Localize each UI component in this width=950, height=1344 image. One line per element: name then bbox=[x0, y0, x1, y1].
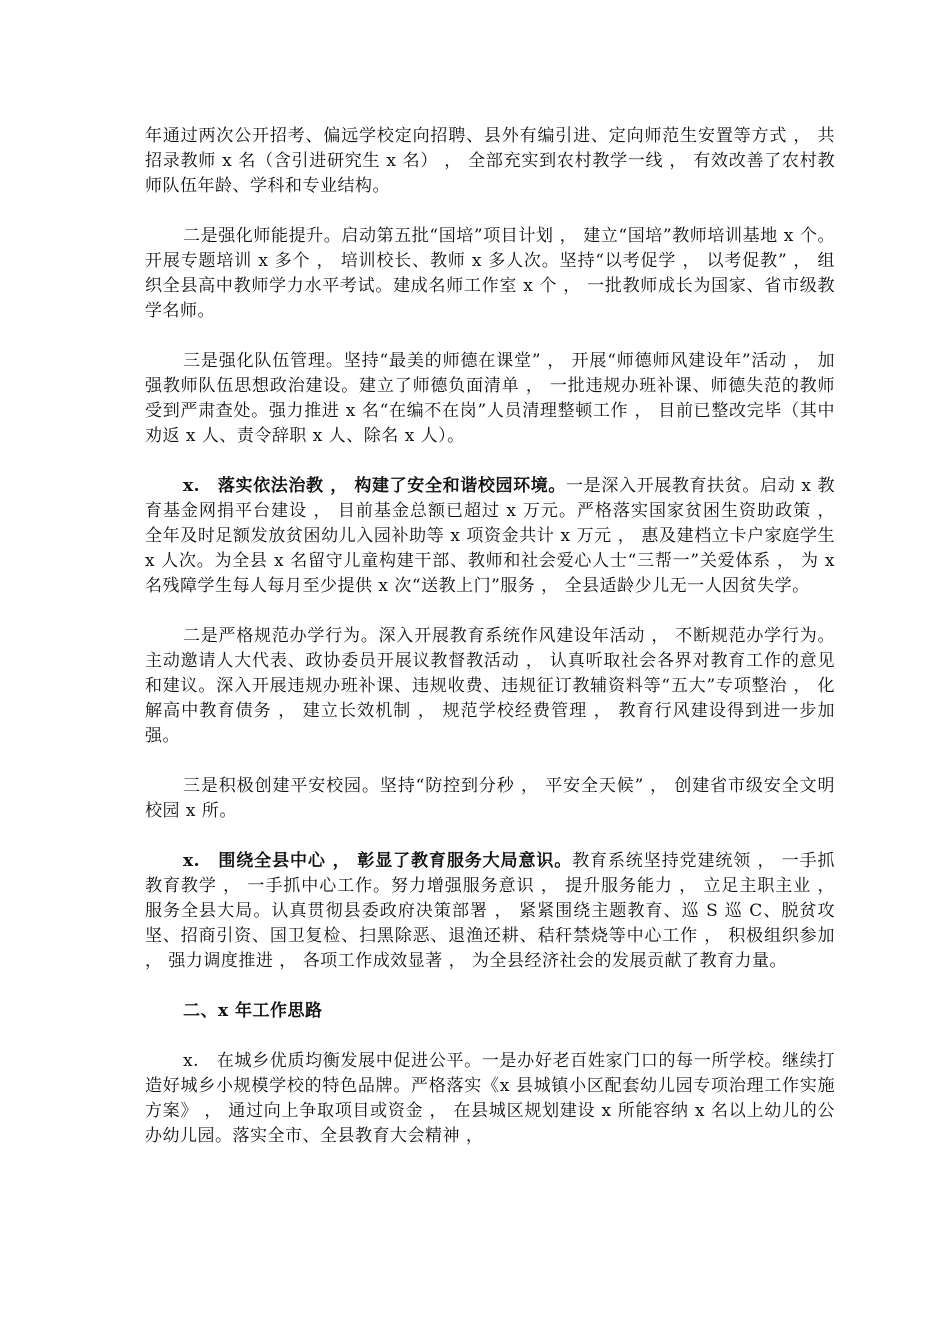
paragraph-lead: x. 落实依法治教 ， 构建了安全和谐校园环境。 bbox=[183, 476, 567, 496]
paragraph-teacher-skills bbox=[145, 224, 835, 324]
paragraph-safe-campus bbox=[145, 774, 835, 824]
paragraph-text: 三是强化队伍管理。坚持“最美的师德在课堂” ， 开展“师德师风建设年”活动 ， 加强教师队伍思想政治建设。建立了师德负面清单 ， 一批违规办班补课、师德失范的教师受到严肃查处。强力推进 x 名“在编不在岗”人员清理整顿工作 ， 目前已整改完毕（其中劝返 x 人、责令辞职 x 人、除名 x 人）。 bbox=[145, 351, 835, 446]
paragraph-school-conduct bbox=[145, 624, 835, 749]
paragraph-text: 二是严格规范办学行为。深入开展教育系统作风建设年活动 ， 不断规范办学行为。主动邀请人大代表、政协委员开展议教督教活动 ， 认真听取社会各界对教育工作的意见和建议。深入开展违规办班补课、违规收费、违规征订教辅资料等“五大”专项整治 ， 化解高中教育债务 ， 建立长效机制 ， 规范学校经费管理 ， 教育行风建设得到进一步加强。 bbox=[145, 626, 835, 746]
paragraph-teacher-recruitment bbox=[145, 124, 835, 199]
paragraph-county-center bbox=[145, 849, 835, 974]
section-heading: 二、x 年工作思路 bbox=[183, 1001, 323, 1021]
paragraph-team-management bbox=[145, 349, 835, 449]
paragraph-balanced-development: x. 在城乡优质均衡发展中促进公平。一是办好老百姓家门口的每一所学校。继续打造好城乡小规模学校的特色品牌。严格落实《x 县城镇小区配套幼儿园专项治理工作实施方案》 ， 通过向上争取项目或资金 ， 在县城区规划建设 x 所能容纳 x 名以上幼儿的公办幼儿园。落实全市、全县教育大会精神 ， bbox=[145, 1051, 835, 1146]
paragraph-lead: x. 围绕全县中心 ， 彰显了教育服务大局意识。 bbox=[183, 851, 573, 871]
paragraph-rule-of-law bbox=[145, 474, 835, 599]
paragraph-text: 教育系统坚持党建统领 ， 一手抓教育教学 ， 一手抓中心工作。努力增强服务意识 ， 提升服务能力 ， 立足主职主业 ， 服务全县大局。认真贯彻县委政府决策部署 ， 紧紧围绕主题教育、巡 S 巡 C、脱贫攻坚、招商引资、国卫复检、扫黑除恶、退渔还耕、秸秆禁烧等中心工作 ， 积极组织参加 ， 强力调度推进 ， 各项工作成效显著 ， 为全县经济社会的发展贡献了教育力量。 bbox=[145, 851, 836, 971]
paragraph-text: 年通过两次公开招考、偏远学校定向招聘、县外有编引进、定向师范生安置等方式 ， 共招录教师 x 名（含引进研究生 x 名） ， 全部充实到农村教学一线 ， 有效改善了农村教师队伍年龄、学科和专业结构。 bbox=[145, 126, 835, 196]
paragraph-text: 二是强化师能提升。启动第五批“国培”项目计划 ， 建立“国培”教师培训基地 x 个。开展专题培训 x 多个 ， 培训校长、教师 x 多人次。坚持“以考促学 ， 以考促教” ， 组织全县高中教师学力水平考试。建成名师工作室 x 个 ， 一批教师成长为国家、省市级教学名师。 bbox=[145, 226, 835, 321]
paragraph-text: 三是积极创建平安校园。坚持“防控到分秒 ， 平安全天候” ， 创建省市级安全文明校园 x 所。 bbox=[145, 776, 835, 821]
paragraph-text: 一是深入开展教育扶贫。启动 x 教育基金网捐平台建设 ， 目前基金总额已超过 x 万元。严格落实国家贫困生资助政策 ， 全年及时足额发放贫困幼儿入园补助等 x 项资金共计 x 万元 ， 惠及建档立卡户家庭学生 x 人次。为全县 x 名留守儿童构建干部、教师和社会爱心人士“三帮一”关爱体系 ， 为 x 名残障学生每人每月至少提供 x 次“送教上门”服务 ， 全县适龄少儿无一人因贫失学。 bbox=[145, 476, 835, 596]
document-body bbox=[145, 124, 835, 1174]
